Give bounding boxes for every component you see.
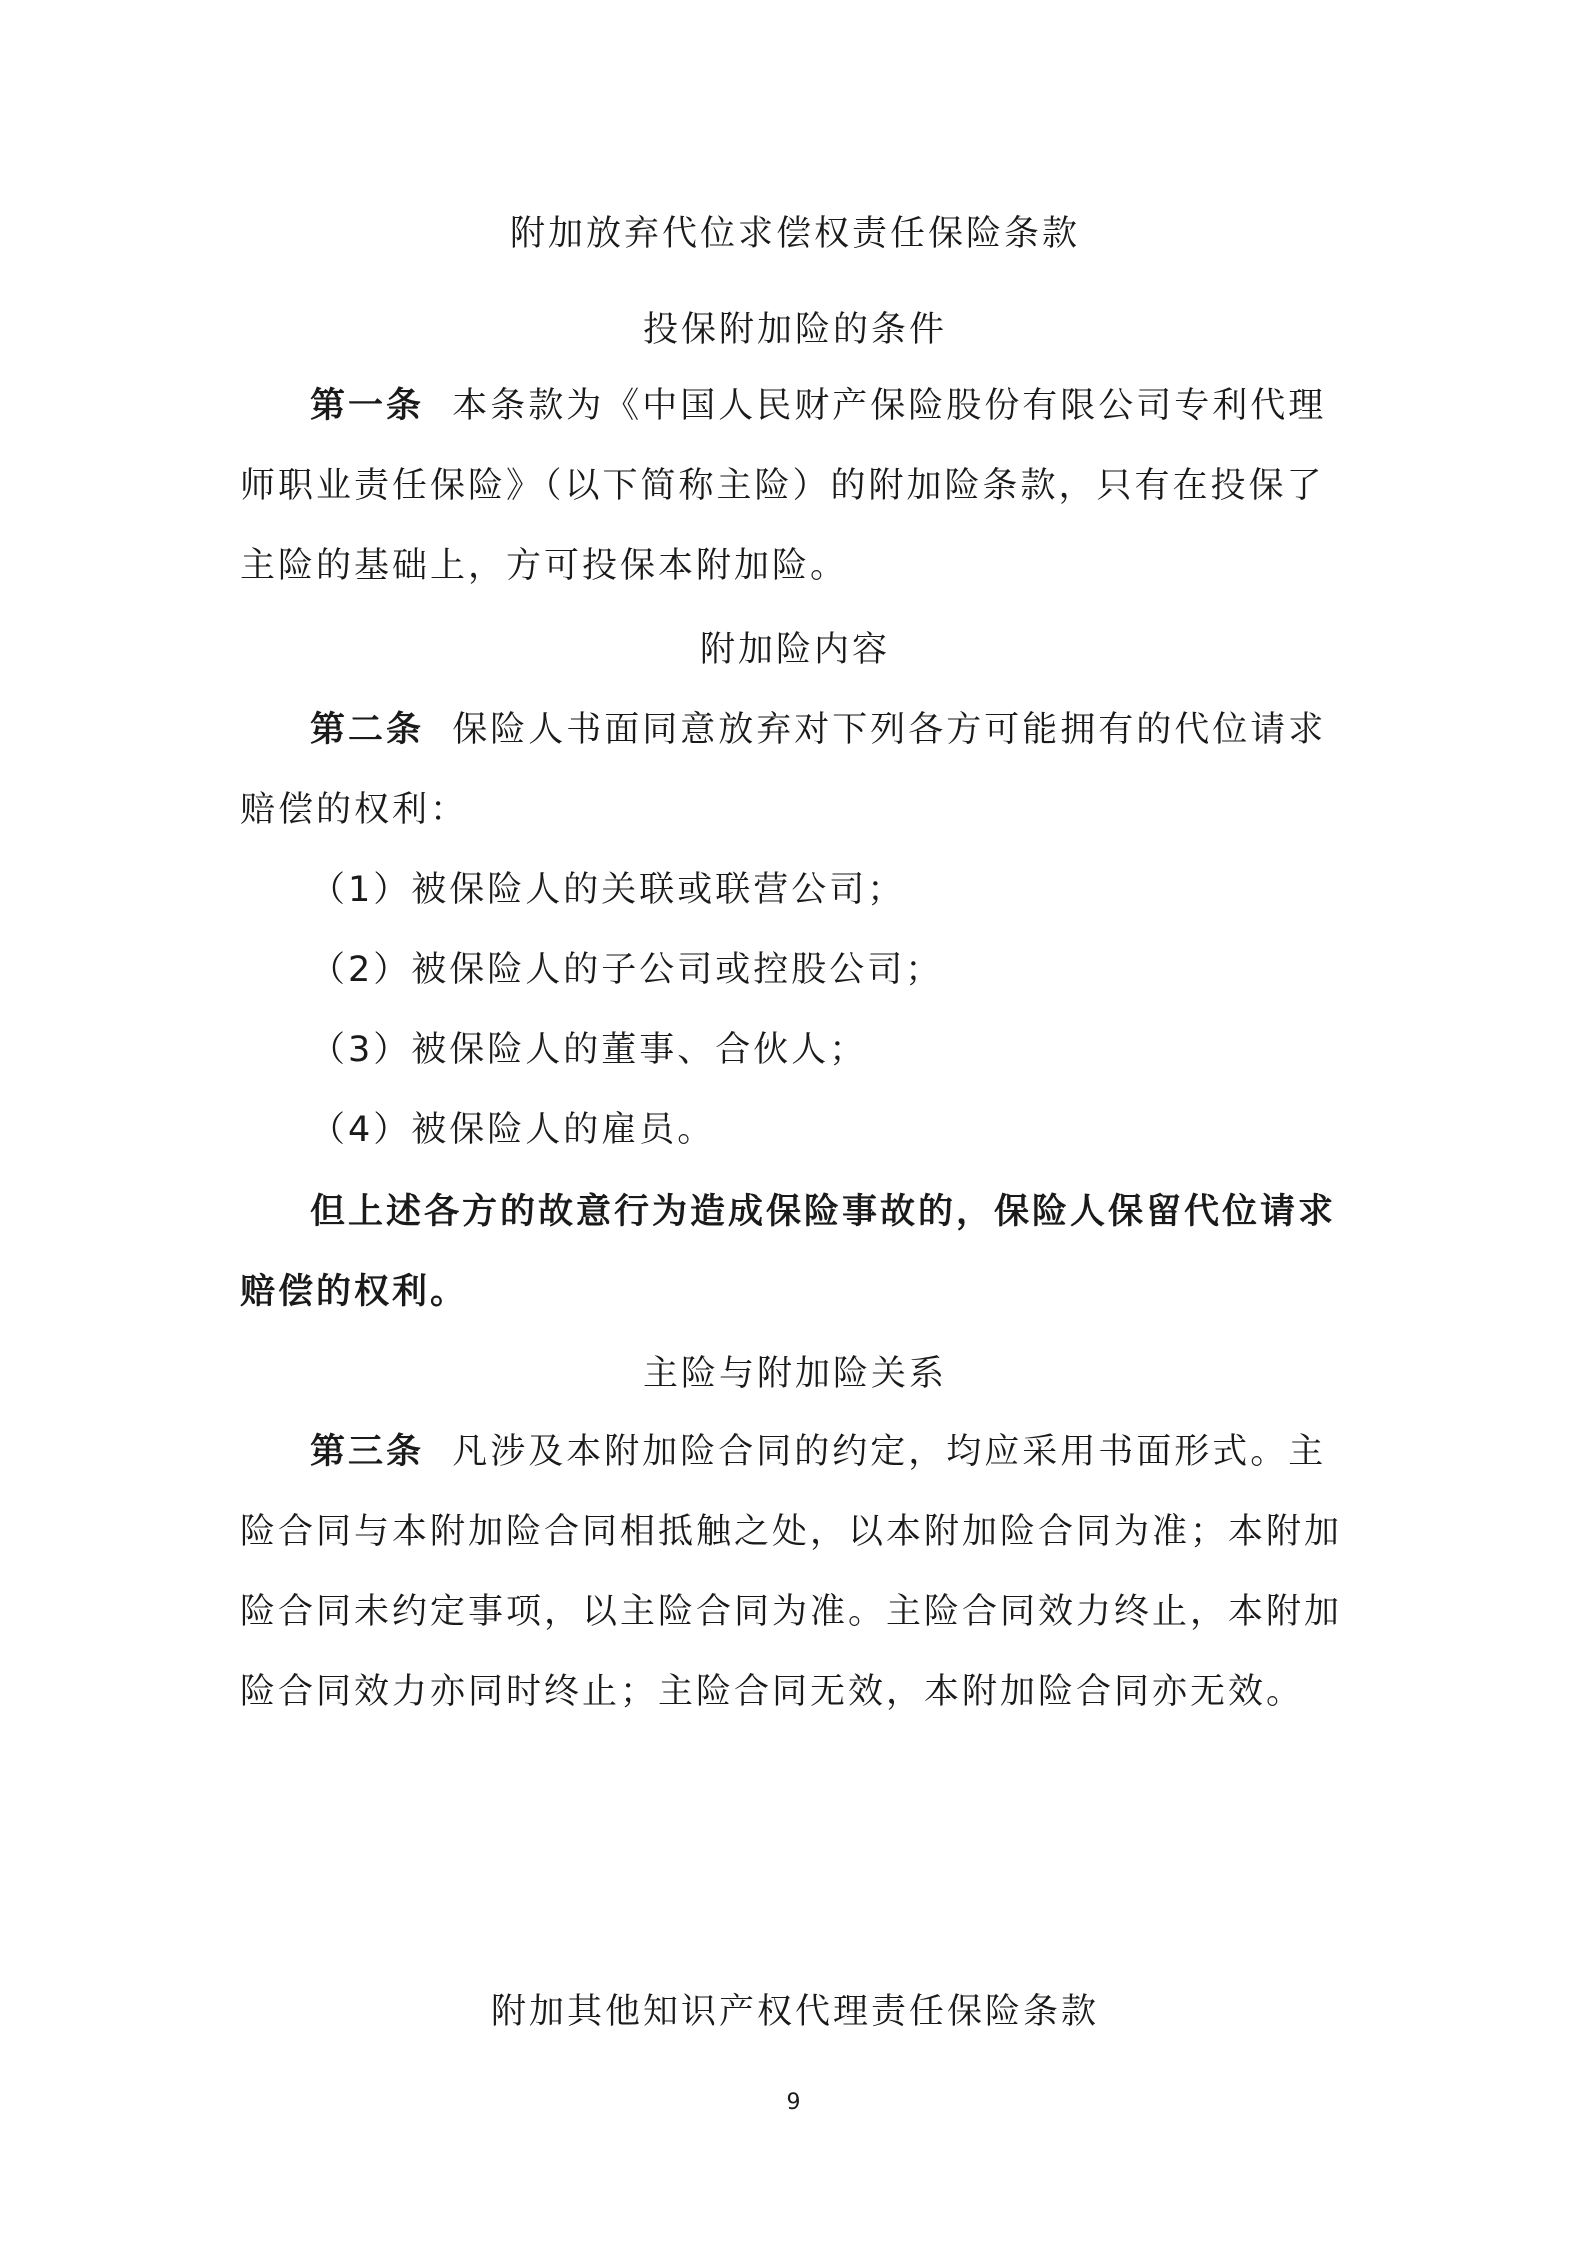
heading-content: 附加险内容 [699, 630, 890, 670]
section-title: 附加放弃代位求偿权责任保险条款 [509, 214, 1080, 254]
next-section-title: 附加其他知识产权代理责任保险条款 [490, 1992, 1099, 2032]
article-3-label: 第三条 [310, 1432, 425, 1472]
list-item: （1）被保险人的关联或联营公司； [310, 870, 906, 910]
heading-conditions: 投保附加险的条件 [642, 310, 947, 350]
article-3 [240, 1412, 1350, 1732]
article-2-text: 保险人书面同意放弃对下列各方可能拥有的代位请求赔偿的权利： [240, 710, 1327, 830]
article-1-text: 本条款为《中国人民财产保险股份有限公司专利代理师职业责任保险》（以下简称主险）的附加险条款，只有在投保了主险的基础上，方可投保本附加险。 [240, 386, 1327, 586]
exception-clause: 但上述各方的故意行为造成保险事故的，保险人保留代位请求赔偿的权利。 [240, 1192, 1337, 1312]
article-2-label: 第二条 [310, 710, 425, 750]
list-item: （3）被保险人的董事、合伙人； [310, 1030, 868, 1070]
article-2 [240, 690, 1350, 850]
list-item: （4）被保险人的雇员。 [310, 1110, 716, 1150]
list-item: （2）被保险人的子公司或控股公司； [310, 950, 944, 990]
heading-relationship: 主险与附加险关系 [642, 1354, 947, 1394]
page-number: 9 [786, 2090, 801, 2115]
article-1-label: 第一条 [310, 386, 425, 426]
article-3-text: 凡涉及本附加险合同的约定，均应采用书面形式。主险合同与本附加险合同相抵触之处，以本附加险合同为准；本附加险合同未约定事项，以主险合同为准。主险合同效力终止，本附加险合同效力亦同时终止；主险合同无效，本附加险合同亦无效。 [240, 1432, 1343, 1712]
article-1 [240, 366, 1350, 606]
